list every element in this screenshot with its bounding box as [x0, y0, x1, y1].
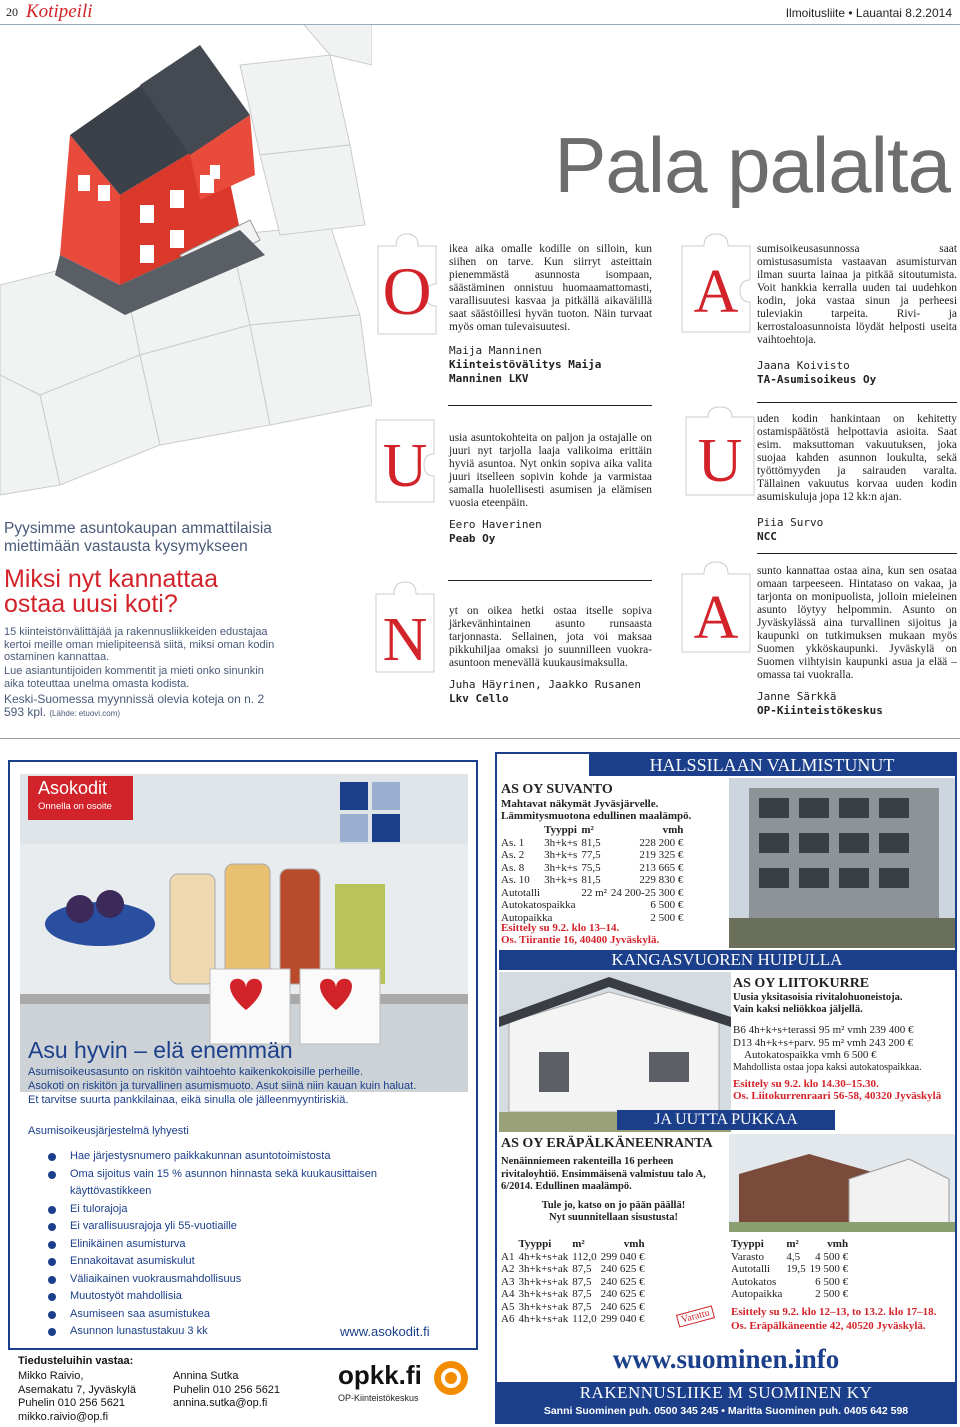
article-text: yt on oikea hetki ostaa itselle sopiva järkevänhintainen asunto runsaasta tarjonnasta. Sellainen, jota voi maksaa pikkuhiljaa omaksi jo suunnilleen vuokra-asuntoon menevällä kuukausimaksulla.	[449, 605, 652, 669]
contact-raivio	[18, 1370, 136, 1424]
liitokurre-row: D13 4h+k+s+parv. 95 m² vmh 243 200 €	[733, 1036, 914, 1049]
suominen-phones: Sanni Suominen puh. 0500 345 245 • Maritta Suominen puh. 0405 642 598	[543, 1405, 909, 1417]
asokodit-ad	[8, 760, 478, 1422]
list-item: Väliaikainen vuokrausmahdollisuus	[48, 1271, 408, 1289]
asokodit-logo	[28, 776, 133, 820]
article-org: NCC	[757, 530, 777, 543]
page-header	[0, 0, 960, 25]
table-row: As. 2 3h+k+s 77,5 219 325 €	[501, 849, 684, 861]
kotipeili-logo: Kotipeili	[26, 1, 93, 22]
erapalkane-extras-table	[731, 1238, 852, 1301]
article-author: Janne Särkkä	[757, 690, 837, 703]
table-row: A3 3h+k+s+ak 87,5 240 625 €	[501, 1275, 645, 1288]
liitokurre-showing: Esittely su 9.2. klo 14.30–15.30.	[733, 1078, 879, 1090]
suvanto-address: Os. Tiirantie 16, 40400 Jyväskylä.	[501, 934, 660, 946]
puzzle-piece-u1	[370, 410, 440, 510]
table-row: Varasto 4,5 4 500 €	[731, 1250, 849, 1263]
article-text: sunto kannattaa ostaa aina, kun sen osataa omaan tarpeeseen. Hintataso on vakaa, ja tarjonta on monipuolista, jolloin mieleinen asunto löytyy helpommin. Asunto on Jyväskylässä aina turvallinen sijoitus ja kaupunki on tutkimuksen mukaan myös Suomen ykköskaupunki. Jyväskylä on Suomen viihtyisin kaupunki asua ja elää – omassa tai vuokralla.	[757, 565, 957, 681]
band-kangasvuori: KANGASVUOREN HUIPULLA	[499, 950, 955, 970]
asokodit-body-2: Asokoti on riskitön ja turvallinen asumismuoto. Asut siinä niin kauan kuin haluat.	[28, 1080, 417, 1092]
contact-email[interactable]: mikko.raivio@op.fi	[18, 1410, 109, 1423]
article-author: Piia Survo	[757, 516, 824, 529]
contact-line: Puhelin 010 256 5621	[18, 1397, 126, 1409]
article-haverinen	[449, 432, 652, 546]
band-halssila: HALSSILAAN VALMISTUNUT	[589, 754, 955, 776]
list-item: Hae järjestysnumero paikkakunnan asuntotoimistosta	[48, 1148, 408, 1166]
table-header: Tyyppi m² vmh	[544, 824, 684, 836]
erapalkane-invite-2: Nyt suunnitellaan sisustusta!	[549, 1212, 678, 1223]
table-row: As. 8 3h+k+s 75,5 213 665 €	[501, 861, 684, 874]
suvanto-block	[501, 782, 726, 822]
erapalkane-block	[501, 1136, 726, 1225]
contact-email[interactable]: annina.sutka@op.fi	[173, 1397, 268, 1409]
suvanto-line: Lämmitysmuotona edullinen maalämpö.	[501, 810, 692, 822]
suvanto-table	[501, 824, 687, 924]
erapalkane-invite-1: Tule jo, katso on jo pään päällä!	[541, 1199, 686, 1211]
article-sarkka	[757, 565, 957, 718]
asokodit-frame	[8, 760, 478, 1350]
liitokurre-address: Os. Liitokurrenraari 56-58, 40320 Jyväskylä	[733, 1090, 942, 1102]
band-uutta: JA UUTTA PUKKAA	[617, 1110, 835, 1130]
article-author: Jaana Koivisto	[757, 359, 850, 372]
stat-text: Keski-Suomessa myynnissä olevia koteja on n. 2 593 kpl.	[4, 692, 265, 719]
suvanto-line: Mahtavat näkymät Jyväsjärvelle.	[501, 798, 659, 810]
op-logo-icon	[433, 1360, 469, 1396]
erapalkane-name: AS OY ERÄPÄLKÄNEENRANTA	[501, 1136, 713, 1151]
liitokurre-line: Uusia yksitasoisia rivitalohuoneistoja.	[733, 992, 903, 1003]
article-manninen	[449, 243, 652, 386]
suominen-ad	[495, 752, 957, 1424]
intro-paragraph-1: 15 kiinteistönvälittäjää ja rakennusliikkeiden edustajaa kertoi meille oman mielipiteensä siitä, miksi oman kodin ostaminen kannattaa.	[4, 626, 275, 663]
table-row: A5 3h+k+s+ak 87,5 240 625 €	[501, 1300, 645, 1313]
table-row: Autokatospaikka 6 500 €	[501, 899, 684, 911]
table-row: A1 4h+k+s+ak 112,0 299 040 €	[501, 1250, 645, 1263]
list-item: Ennakoitavat asumiskulut	[48, 1253, 408, 1271]
liitokurre-line: Vain kaksi neliökkoa jäljellä.	[733, 1004, 863, 1015]
table-row: A4 3h+k+s+ak 87,5 240 625 €	[501, 1288, 645, 1300]
list-item: Ei varallisuusrajoja yli 55-vuotiaille	[48, 1218, 408, 1236]
article-author: Maija Manninen	[449, 344, 542, 357]
liitokurre-row: B6 4h+k+s+terassi 95 m² vmh 239 400 €	[733, 1024, 914, 1036]
table-row: Autopaikka 2 500 €	[501, 911, 684, 924]
stat-line	[4, 693, 276, 720]
list-item: Oma sijoitus vain 15 % asunnon hinnasta sekä kuukausittaisen käyttövastikkeen	[48, 1166, 408, 1201]
table-header: Tyyppi m² vmh	[731, 1238, 849, 1250]
article-org: Peab Oy	[449, 532, 496, 545]
article-org: Lkv Cello	[449, 692, 509, 705]
suominen-company: RAKENNUSLIIKE M SUOMINEN KY	[579, 1383, 873, 1402]
asokodit-logo-tagline: Onnella on osoite	[38, 801, 112, 812]
asokodit-headline: Asu hyvin – elä enemmän	[28, 1037, 293, 1063]
asokodit-body-3: Et tarvitse suurta pankkilainaa, eikä sinulla ole jälleenmyyntiriskiä.	[28, 1094, 349, 1106]
table-row: Autokatos 6 500 €	[731, 1275, 849, 1288]
asokodit-logo-title: Asokodit	[38, 778, 108, 798]
contact-title: Tiedusteluihin vastaa:	[18, 1355, 134, 1367]
svg-text:A: A	[693, 584, 739, 652]
stat-source: (Lähde: etuovi.com)	[49, 708, 121, 718]
asokodit-url-link[interactable]: www.asokodit.fi	[340, 1324, 430, 1339]
table-header: Tyyppi m² vmh	[518, 1238, 645, 1250]
erapalkane-desc: Nenäinniemeen rakenteilla 16 perheen rivitaloyhtiö. Ensimmäisenä valmistuu talo A, 6/2014. Edullinen maalämpö.	[501, 1156, 706, 1192]
asokodit-body-1: Asumisoikeusasunto on riskitön vaihtoehto kaikenkokoisille perheille.	[28, 1066, 364, 1078]
svg-text:O: O	[382, 253, 432, 329]
article-koivisto	[757, 243, 957, 387]
divider	[757, 402, 957, 403]
puzzle-piece-o	[372, 232, 442, 342]
intro-paragraph-2: Lue asiantuntijoiden kommentit ja mieti onko sinunkin aika toteuttaa unelma omasta kodista.	[4, 665, 264, 690]
asokodit-system-title: Asumisoikeusjärjestelmä lyhyesti	[28, 1125, 189, 1137]
table-row: Autopaikka 2 500 €	[731, 1288, 849, 1300]
suominen-footer-band	[497, 1382, 955, 1422]
article-survo	[757, 413, 957, 544]
feature-subtitle: Pyysimme asuntokaupan ammattilaisia miettimään vastausta kysymykseen	[4, 520, 272, 555]
list-item: Asunnon lunastustakuu 3 kk	[48, 1323, 408, 1341]
divider	[448, 580, 652, 581]
puzzle-piece-a1	[676, 230, 756, 340]
table-row: A6 4h+k+s+ak 112,0 299 040 €	[501, 1313, 645, 1325]
suominen-url-link[interactable]: www.suominen.info	[612, 1344, 840, 1374]
article-author: Eero Haverinen	[449, 518, 542, 531]
svg-text:N: N	[382, 606, 428, 674]
section-divider	[0, 738, 960, 739]
svg-text:A: A	[693, 258, 739, 326]
erapalkane-address: Os. Eräpälkäneentie 42, 40520 Jyväskylä.	[731, 1320, 926, 1332]
contact-line: Annina Sutka	[173, 1370, 239, 1382]
contact-sutka	[173, 1370, 280, 1411]
erapalkane-render-image	[729, 1134, 955, 1232]
article-text: ikea aika omalle kodille on silloin, kun siihen on tarve. Kun siirryt asteittain pienemmästä asunnosta isompaan, säästäminen onnistuu huomaamattomasti, varallisuutesi kasvaa ja pitkällä aikavälillä saat säästöillesi hyvän tuoton. Näin turvaat myös oman tulevaisuutesi.	[449, 243, 652, 333]
liitokurre-name: AS OY LIITOKURRE	[733, 976, 870, 991]
liitokurre-house-photo	[499, 972, 731, 1132]
asokodit-benefit-list	[48, 1148, 408, 1341]
opkk-tagline: OP-Kiinteistökeskus	[338, 1393, 419, 1403]
divider	[448, 405, 652, 406]
suvanto-name: AS OY SUVANTO	[501, 782, 613, 797]
header-issue-date: Ilmoitusliite • Lauantai 8.2.2014	[785, 6, 952, 20]
list-item: Muutostyöt mahdollisia	[48, 1288, 408, 1306]
contact-line: Puhelin 010 256 5621	[173, 1383, 281, 1396]
table-row: Autotalli 22 m² 24 200-25 300 €	[501, 886, 684, 899]
feature-title: Pala palalta	[554, 121, 950, 209]
liitokurre-prices	[733, 1024, 957, 1074]
table-row: A2 3h+k+s+ak 87,5 240 625 €	[501, 1263, 645, 1275]
article-text: uden kodin hankintaan on kehitetty ostamispäätöstä helpottavia asioita. Saat esim. maksuttoman vakuutuksen, joka suojaa kahden asunnon loukulta, sekä työttömyyden ja sairauden varalta. Tällainen vakuutus korvaa uuden kodin asumiskuluja jopa 12 kk:n ajan.	[757, 413, 957, 503]
article-org: TA-Asumisoikeus Oy	[757, 373, 877, 386]
erapalkane-showing: Esittely su 9.2. klo 12–13, to 13.2. klo 17–18.	[731, 1306, 937, 1318]
svg-text:U: U	[382, 432, 428, 500]
table-row: Autotalli 19,5 19 500 €	[731, 1263, 849, 1275]
house-puzzle-illustration	[0, 25, 372, 525]
reserved-stamp: Varattu	[676, 1305, 715, 1327]
suvanto-building-photo	[729, 778, 955, 948]
puzzle-piece-a2	[676, 560, 756, 660]
feature-question: Miksi nyt kannattaa ostaa uusi koti?	[4, 565, 218, 618]
list-item: Ei tulorajoja	[48, 1201, 408, 1219]
liitokurre-block	[733, 976, 955, 1016]
article-text: sumisoikeusasunnossa saat omistusasumista vastaavan asumisturvan ilman suurta lainaa ja pitkää sitoutumista. Voit hankkia kerralla uuden tai uudehkon kodin, joka vastaa sinun ja perheesi tuleviakin tarpeita. Rivi- ja kerrostaloasunnoista löydät helposti useita vaihtoehtoja.	[757, 243, 957, 346]
article-org: OP-Kiinteistökeskus	[757, 704, 883, 717]
puzzle-piece-u2	[680, 405, 760, 505]
page-number: 20	[6, 5, 18, 19]
contact-line: Mikko Raivio,	[18, 1370, 84, 1382]
article-org: Kiinteistövälitys Maija Manninen LKV	[449, 358, 602, 385]
list-item: Elinikäinen asumisturva	[48, 1236, 408, 1254]
article-author: Juha Häyrinen, Jaakko Rusanen	[449, 678, 642, 691]
erapalkane-table	[501, 1238, 649, 1326]
table-row: As. 10 3h+k+s 81,5 229 830 €	[501, 874, 684, 886]
article-text: usia asuntokohteita on paljon ja ostajalle on juuri nyt tarjolla laaja valikoima erittäin hyviä asuntoa. Nyt onkin sopiva aika valita juuri itselleen sopivin kohde ja varmistaa samalla huolellisesti asumisen ja elämisen vuosia eteenpäin.	[449, 432, 652, 509]
table-row: As. 1 3h+k+s 81,5 228 200 €	[501, 836, 684, 849]
divider	[757, 553, 957, 554]
list-item: Asumiseen saa asumistukea	[48, 1306, 408, 1324]
liitokurre-row: Autokatospaikka vmh 6 500 €	[744, 1049, 877, 1061]
contact-line: Asemakatu 7, Jyväskylä	[18, 1383, 136, 1396]
svg-text:U: U	[697, 427, 743, 495]
liitokurre-note: Mahdollista ostaa jopa kaksi autokatospaikkaa.	[733, 1061, 922, 1073]
suvanto-showing: Esittely su 9.2. klo 13–14.	[501, 922, 620, 934]
article-hayrinen	[449, 605, 652, 706]
puzzle-piece-n	[370, 580, 440, 680]
opkk-logo: opkk.fi	[338, 1360, 422, 1390]
